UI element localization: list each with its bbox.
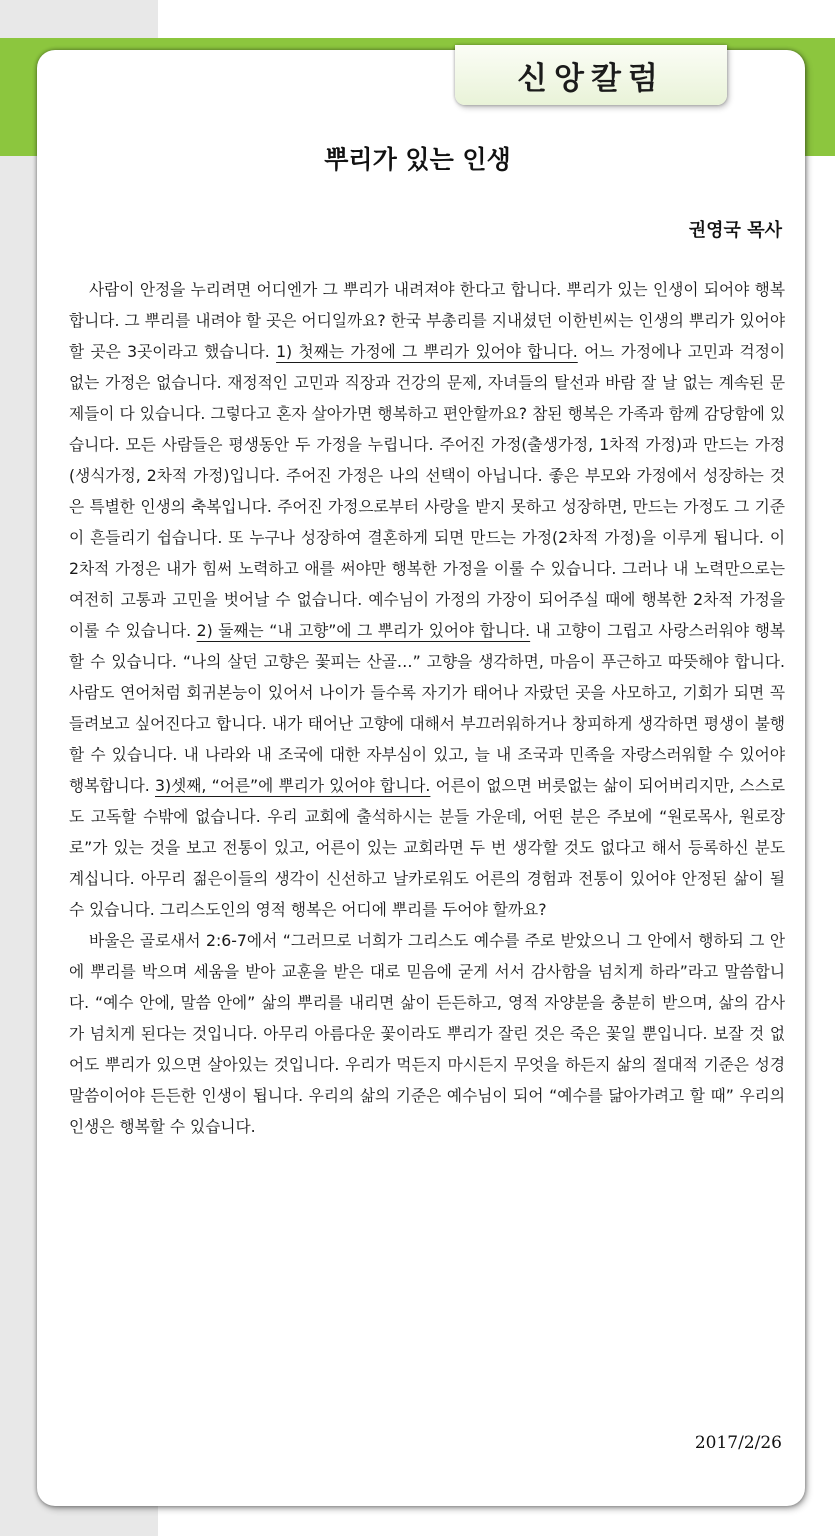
- underlined-point-1: 1) 첫째는 가정에 그 뿌리가 있어야 합니다.: [276, 342, 578, 361]
- section-tab: [455, 45, 727, 105]
- section-label: 신앙칼럼: [517, 60, 665, 97]
- article-author: 권영국 목사: [688, 220, 782, 241]
- underlined-point-2: 2) 둘째는 “내 고향”에 그 뿌리가 있어야 합니다.: [196, 621, 531, 640]
- underlined-point-3: 3)셋째, “어른”에 뿌리가 있어야 합니다.: [155, 776, 431, 795]
- paragraph-2: 바울은 골로새서 2:6-7에서 “그러므로 너희가 그리스도 예수를 주로 받았으니 그 안에서 행하되 그 안에 뿌리를 박으며 세움을 받아 교훈을 받은 대로 믿음에 굳게 서서 감사함을 넘치게 하라”라고 말씀합니다. “예수 안에, 말씀 안에” 삶의 뿌리를 내리면 삶이 든든하고, 영적 자양분을 충분히 받으며, 삶의 감사가 넘치게 된다는 것입니다. 아무리 아름다운 꽃이라도 뿌리가 잘린 것은 죽은 꽃일 뿐입니다. 보잘 것 없어도 뿌리가 있으면 살아있는 것입니다. 우리가 먹든지 마시든지 무엇을 하든지 삶의 절대적 기준은 성경 말씀이어야 든든한 인생이 됩니다. 우리의 삶의 기준은 예수님이 되어 “예수를 닮아가려고 할 때” 우리의 인생은 행복할 수 있습니다.: [69, 931, 785, 1136]
- article-title: 뿌리가 있는 인생: [324, 145, 511, 174]
- article-date: 2017/2/26: [694, 1433, 782, 1453]
- p1-text-4: 어른이 없으면 버릇없는 삶이 되어버리지만, 스스로도 고독할 수밖에 없습니다. 우리 교회에 출석하시는 분들 가운데, 어떤 분은 주보에 “원로목사, 원로장로”가 있는 것을 보고 전통이 있고, 어른이 있는 교회라면 두 번 생각할 것도 없다고 해서 등록하신 분도 계십니다. 아무리 젊은이들의 생각이 신선하고 날카로워도 어른의 경험과 전통이 있어야 안정된 삶이 될 수 있습니다. 그리스도인의 영적 행복은 어디에 뿌리를 두어야 할까요?: [69, 776, 785, 919]
- paragraph-1: [69, 274, 785, 925]
- p1-text-3: 내 고향이 그립고 사랑스러워야 행복할 수 있습니다. “나의 살던 고향은 꽃피는 산골…” 고향을 생각하면, 마음이 푸근하고 따뜻해야 합니다. 사람도 연어처럼 회귀본능이 있어서 나이가 들수록 자기가 태어나 자랐던 곳을 사모하고, 기회가 되면 꼭 들려보고 싶어진다고 합니다. 내가 태어난 고향에 대해서 부끄러워하거나 창피하게 생각하면 평생이 불행할 수 있습니다. 내 나라와 내 조국에 대한 자부심이 있고, 늘 내 조국과 민족을 자랑스러워할 수 있어야 행복합니다.: [69, 621, 785, 795]
- article-body: [69, 274, 785, 1142]
- p1-text-2: 어느 가정에나 고민과 걱정이 없는 가정은 없습니다. 재정적인 고민과 직장과 건강의 문제, 자녀들의 탈선과 바람 잘 날 없는 계속된 문제들이 다 있습니다. 그렇다고 혼자 살아가면 행복하고 편안할까요? 참된 행복은 가족과 함께 감당함에 있습니다. 모든 사람들은 평생동안 두 가정을 누립니다. 주어진 가정(출생가정, 1차적 가정)과 만드는 가정(생식가정, 2차적 가정)입니다. 주어진 가정은 나의 선택이 아닙니다. 좋은 부모와 가정에서 성장하는 것은 특별한 인생의 축복입니다. 주어진 가정으로부터 사랑을 받지 못하고 성장하면, 만드는 가정도 그 기준이 흔들리기 쉽습니다. 또 누구나 성장하여 결혼하게 되면 만드는 가정(2차적 가정)을 이루게 됩니다. 이 2차적 가정은 내가 힘써 노력하고 애를 써야만 행복한 가정을 이룰 수 있습니다. 그러나 내 노력만으로는 여전히 고통과 고민을 벗어날 수 없습니다. 예수님이 가정의 가장이 되어주실 때에 행복한 2차적 가정을 이룰 수 있습니다.: [69, 342, 786, 640]
- p1-text-1: 사람이 안정을 누리려면 어디엔가 그 뿌리가 내려져야 한다고 합니다. 뿌리가 있는 인생이 되어야 행복합니다. 그 뿌리를 내려야 할 곳은 어디일까요? 한국 부총리를 지내셨던 이한빈씨는 인생의 뿌리가 있어야할 곳은 3곳이라고 했습니다.: [69, 280, 785, 361]
